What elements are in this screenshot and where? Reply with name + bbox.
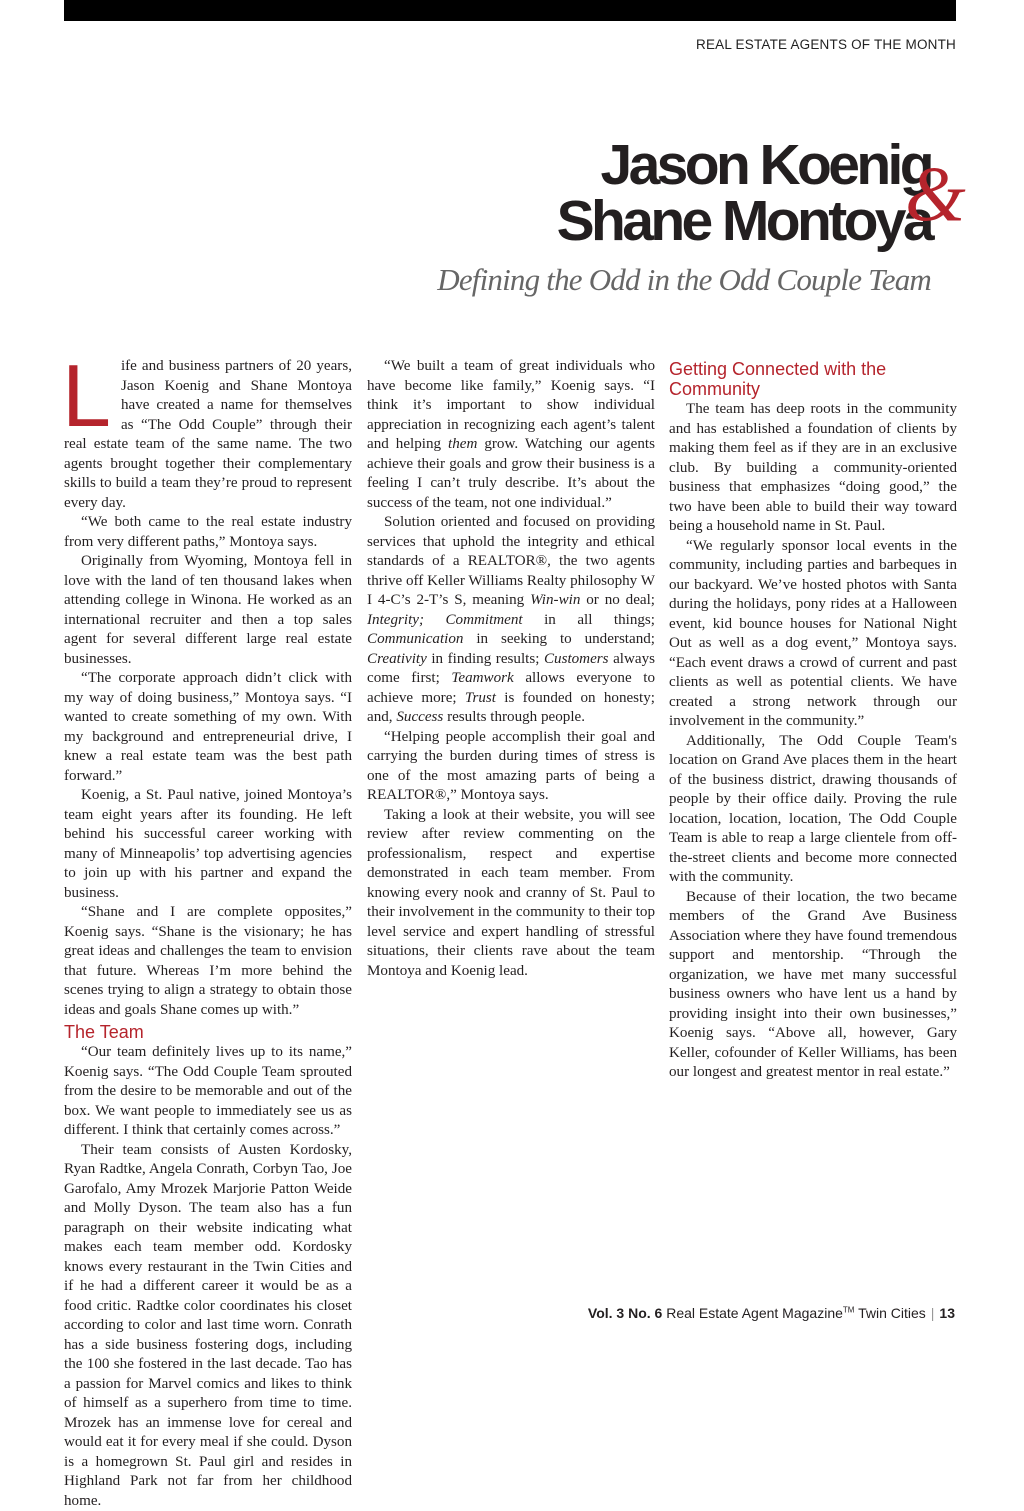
article-paragraph: Taking a look at their website, you will see review after review commenting on the professionalism, respect and expertise demonstrated in each team member. From knowing every nook and cranny of St. Paul to their involvement in the community to their top level service and expert handling of stressful situations, their clients rave about the team Montoya and Koenig lead. <box>367 806 655 982</box>
issue-number: Vol. 3 No. 6 <box>588 1305 662 1321</box>
city-name: Twin Cities <box>858 1305 926 1321</box>
article-paragraph: “The corporate approach didn’t click with my way of doing business,” Montoya says. “I wanted to create something of my own. With my background and entrepreneurial drive, I knew a real estate team was the best path forward.” <box>64 669 352 786</box>
title-line-2: Shane Montoya <box>231 193 931 250</box>
subtitle: Defining the Odd in the Odd Couple Team <box>231 262 931 298</box>
article-paragraph: Koenig, a St. Paul native, joined Montoya’s team eight years after its founding. He left behind his successful career working with many of Minneapolis’ top advertising agencies to join up with his partner and expand the business. <box>64 786 352 903</box>
article-paragraph: Life and business partners of 20 years, Jason Koenig and Shane Montoya have created a name for themselves as “The Odd Couple” through their real estate team of the same name. The two agents brought together their complementary skills to build a team they’re proud to represent every day. <box>64 357 352 513</box>
article-paragraph: Solution oriented and focused on providing services that uphold the integrity and ethical standards of a REALTOR®, the two agents thrive off Keller Williams Realty philosophy W I 4-C’s 2-T’s S, meaning Win-win or no deal; Integrity; Commitment in all things; Communication in seeking to understand; Creativity in finding results; Customers always come first; Teamwork allows everyone to achieve more; Trust is founded on honesty; and, Success results through people. <box>367 513 655 728</box>
article-paragraph: “Our team definitely lives up to its name,” Koenig says. “The Odd Couple Team sprouted from the desire to be memorable and out of the box. We want people to immediately see us as different. I think that certainly comes across.” <box>64 1043 352 1141</box>
article-column-2 <box>367 357 655 981</box>
article-paragraph: Their team consists of Austen Kordosky, Ryan Radtke, Angela Conrath, Corbyn Tao, Joe Garofalo, Amy Mrozek Marjorie Patton Weide and Molly Dyson. The team also has a fun paragraph on their website indicating what makes each team member odd. Kordosky knows every restaurant in the Twin Cities and if he had a different career it would be as a food critic. Radtke color coordinates his closet according to color and last time worn. Conrath has a side business fostering dogs, including the 100 she fostered in the last decade. Tao has a passion for Marvel comics and likes to think of himself as a superhero from time to time. Mrozek has an immense love for cereal and would eat it for every meal if she could. Dyson is a homegrown St. Paul girl and resides in Highland Park not far from her childhood home. <box>64 1141 352 1511</box>
title-ampersand: & <box>905 155 966 233</box>
top-black-bar <box>64 0 956 21</box>
article-column-3 <box>669 357 957 1083</box>
article-paragraph: “We built a team of great individuals who have become like family,” Koenig says. “I think it’s important to show individual appreciation in recognizing each agent’s talent and helping them grow. Watching our agents achieve their goals and grow their business is a feeling I can’t truly describe. It’s about the success of the team, not one individual.” <box>367 357 655 513</box>
heading-community: Getting Connected with the Community <box>669 359 957 399</box>
magazine-name: Real Estate Agent Magazine <box>666 1305 843 1321</box>
drop-cap: L <box>62 360 111 432</box>
section-label: REAL ESTATE AGENTS OF THE MONTH <box>696 37 956 52</box>
article-paragraph: Originally from Wyoming, Montoya fell in love with the land of ten thousand lakes when attending college in Winona. He worked as an international recruiter and then a top sales agent for several different large real estate businesses. <box>64 552 352 669</box>
article-paragraph: “Shane and I are complete opposites,” Koenig says. “Shane is the visionary; he has great ideas and challenges the team to envision that future. Whereas I’m more behind the scenes trying to align a strategy to obtain those ideas and goals Shane comes up with.” <box>64 903 352 1020</box>
footer-separator: | <box>931 1305 935 1321</box>
article-paragraph: Additionally, The Odd Couple Team's location on Grand Ave places them in the heart of the business district, drawing thousands of people by their office daily. Proving the rule location, location, location, The Odd Couple Team is able to reap a large clientele from off-the-street clients and become more connected with the community. <box>669 732 957 888</box>
page-number: 13 <box>939 1305 955 1321</box>
article-paragraph: “We regularly sponsor local events in the community, including parties and barbeques in our backyard. We’ve hosted photos with Santa during the holidays, pony rides at a Halloween event, kid bounce houses for National Night Out as well as a dog event,” Montoya says. “Each event draws a crowd of current and past clients as well as potential clients. We have created a strong network through our involvement in the community.” <box>669 537 957 732</box>
article-paragraph: “Helping people accomplish their goal and carrying the burden during times of stress is one of the most amazing parts of being a REALTOR®,” Montoya says. <box>367 728 655 806</box>
article-paragraph: Because of their location, the two became members of the Grand Ave Business Association where they have found tremendous support and mentorship. “Through the organization, we have met many successful business owners who have lent us a hand by providing insight into their own businesses,” Koenig says. “Above all, however, Gary Keller, cofounder of Keller Williams, has been our longest and greatest mentor in real estate.” <box>669 888 957 1083</box>
trademark-mark: TM <box>843 1305 855 1314</box>
article-column-1 <box>64 357 352 1511</box>
article-paragraph: The team has deep roots in the community and has established a foundation of clients by making them feel as if they are in an exclusive club. By building a community-oriented business that emphasizes “doing good,” the two have been able to build their way toward being a household name in St. Paul. <box>669 400 957 537</box>
heading-the-team: The Team <box>64 1022 352 1042</box>
article-paragraph: “We both came to the real estate industry from very different paths,” Montoya says. <box>64 513 352 552</box>
title-line-1: Jason Koenig <box>231 137 931 194</box>
page-footer <box>588 1305 955 1321</box>
